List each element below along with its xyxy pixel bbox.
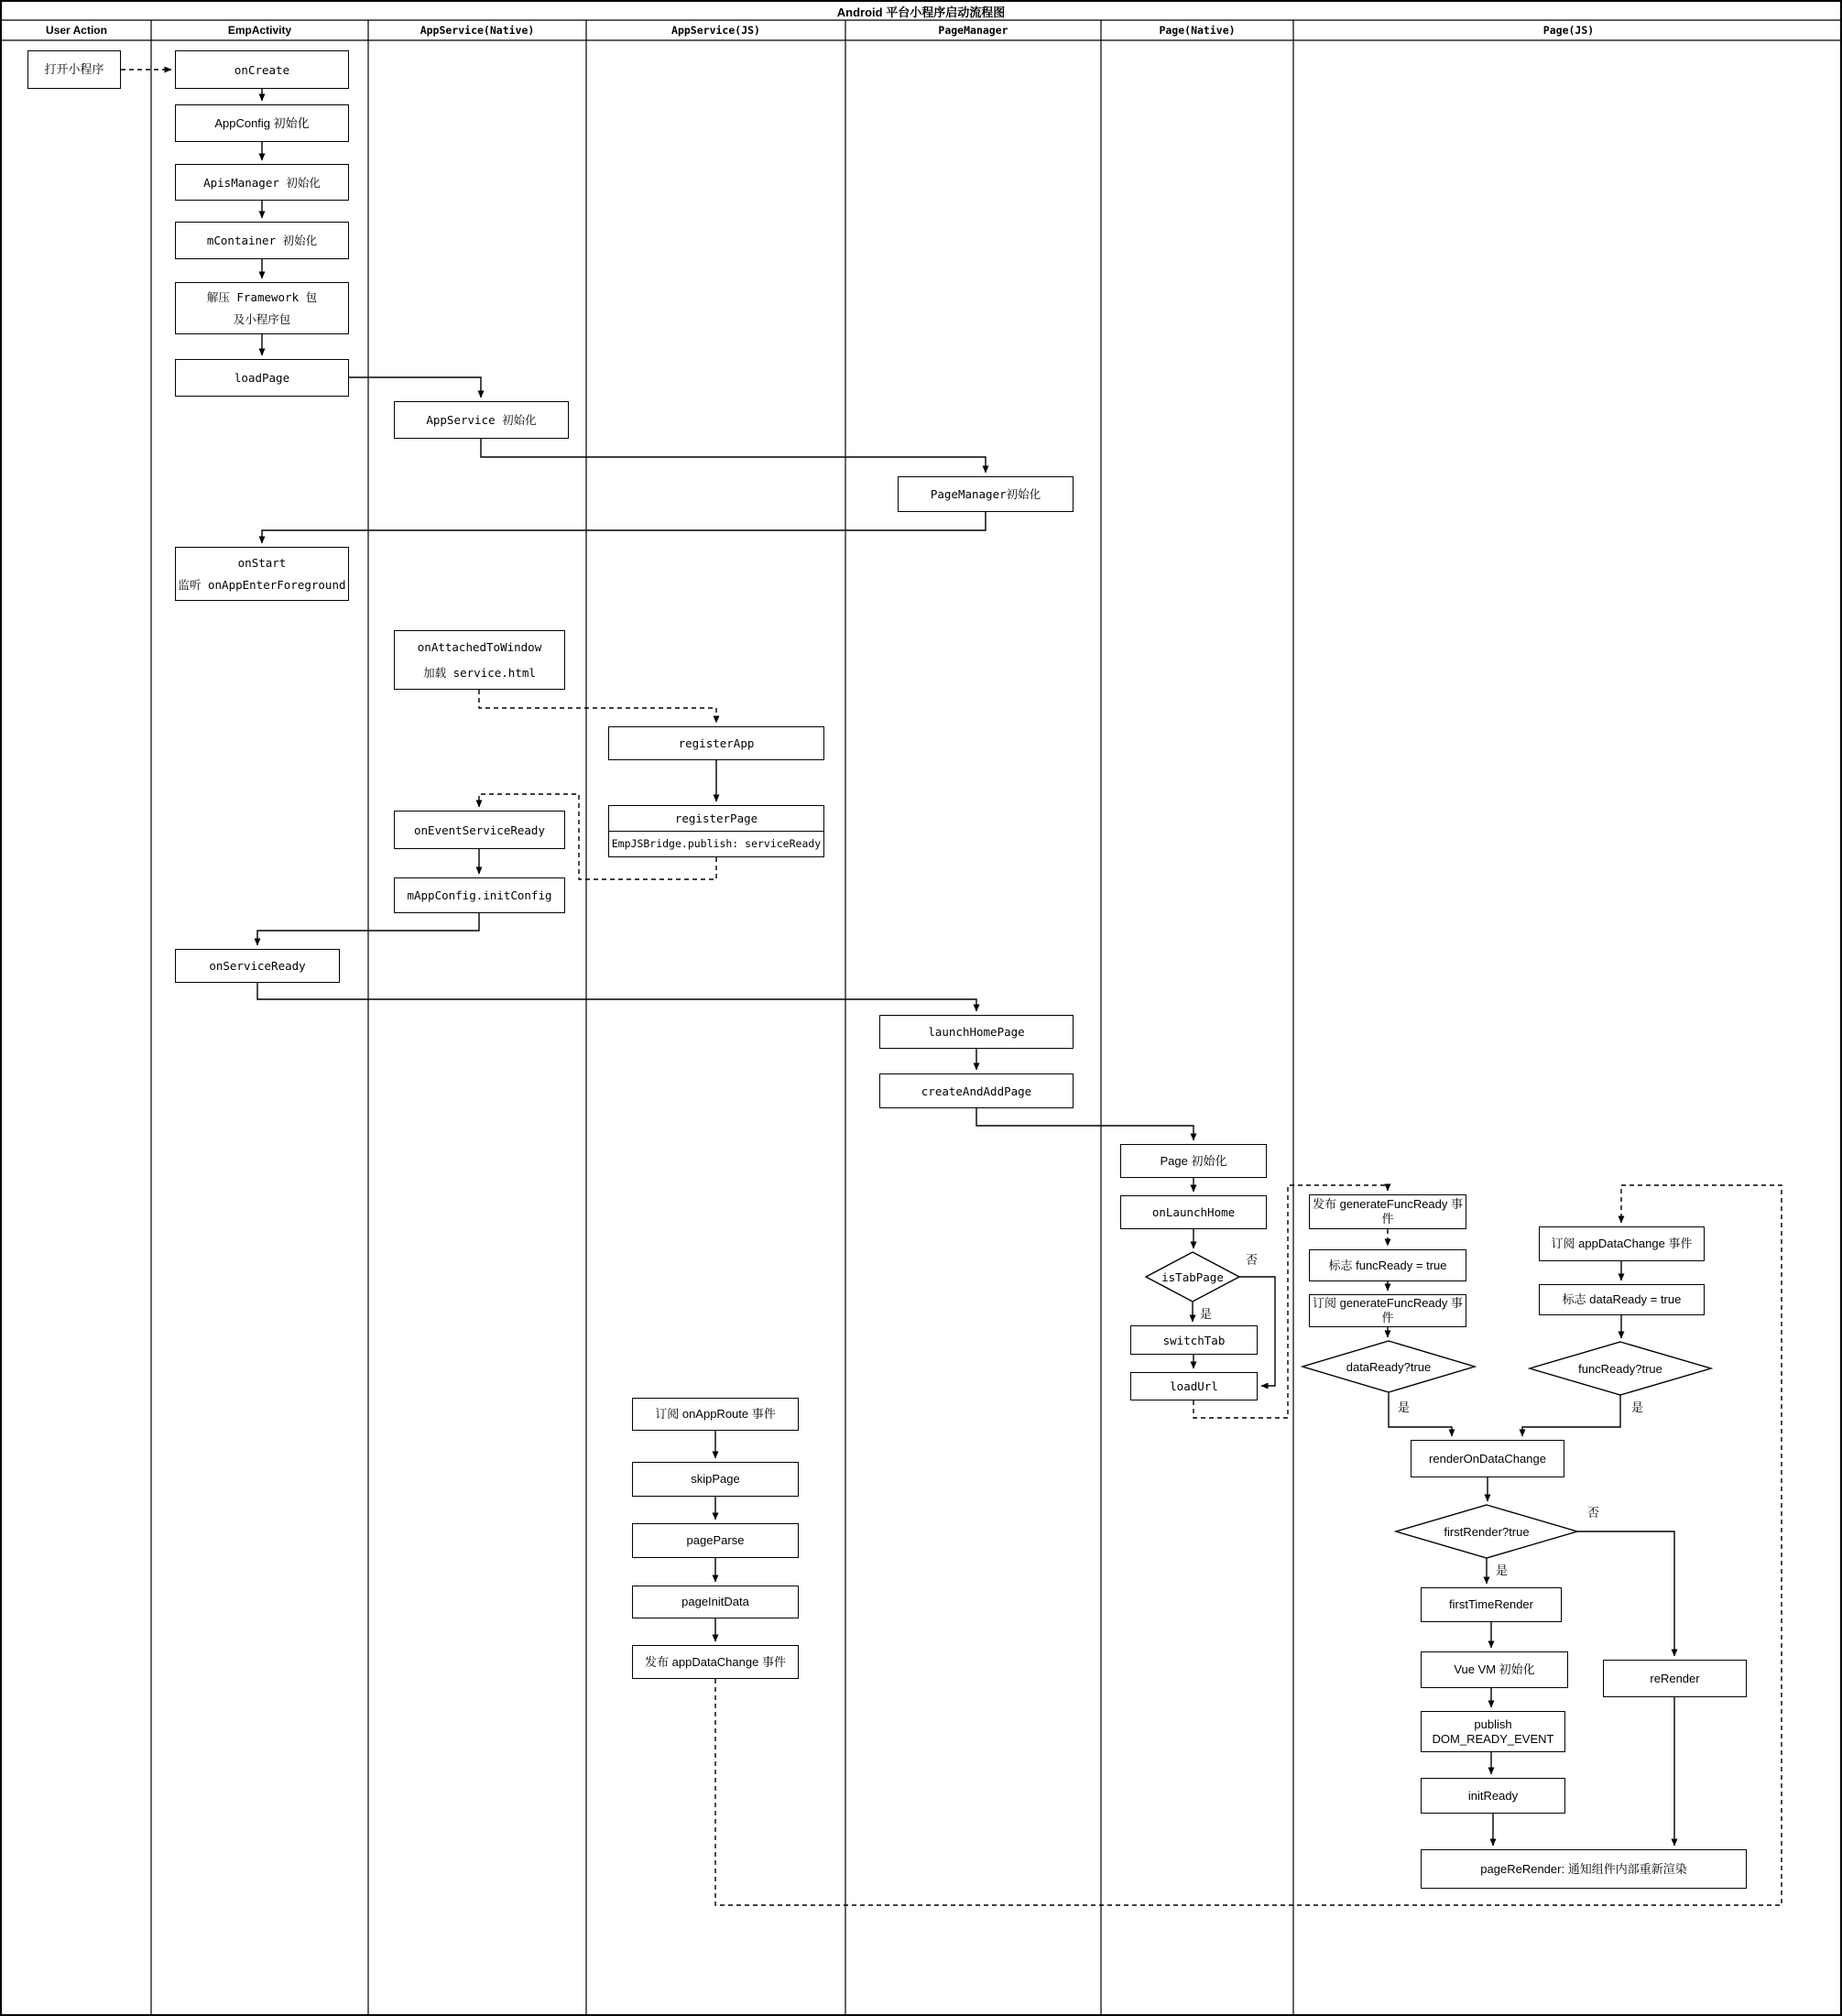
node-subscribe-generatefuncready (1309, 1294, 1466, 1327)
node-publish-dom-ready (1421, 1711, 1565, 1752)
node-appconfig-init (175, 104, 349, 142)
edge-firstrender-no-to-rerender (1577, 1531, 1674, 1656)
node-flag-funcready-line-0: 标志 funcReady = true (1328, 1258, 1447, 1272)
node-pagemanager-init-line-0: PageManager初始化 (930, 487, 1041, 501)
node-initready (1421, 1778, 1565, 1814)
column-header-page-js: Page(JS) (1542, 24, 1595, 37)
node-registerapp-line-0: registerApp (678, 736, 755, 750)
node-flag-dataready-line-0: 标志 dataReady = true (1562, 1292, 1682, 1307)
column-header-appservice-native: AppService(Native) (420, 24, 535, 37)
node-loadpage-line-0: loadPage (234, 371, 290, 385)
node-oneventserviceready-line-0: onEventServiceReady (414, 823, 545, 837)
node-firsttimerender-line-0: firstTimeRender (1449, 1597, 1533, 1612)
node-mappconfig-initconfig (394, 877, 565, 913)
decision-label-funcready-check: funcReady?true (1578, 1361, 1662, 1376)
node-switchtab-line-0: switchTab (1162, 1333, 1226, 1347)
edge-onserviceready-to-launchhome (257, 983, 976, 1011)
node-createandaddpage-line-0: createAndAddPage (921, 1084, 1032, 1098)
node-rerender-line-0: reRender (1650, 1671, 1700, 1685)
edge-label-yes: 是 (1631, 1400, 1644, 1414)
edge-label-no: 否 (1246, 1253, 1259, 1267)
edge-appservice-to-pagemanager (481, 439, 986, 473)
decision-label-firstrender-check: firstRender?true (1444, 1524, 1530, 1539)
node-publish-dom-ready-line-1: DOM_READY_EVENT (1432, 1731, 1554, 1746)
column-header-page-native: Page(Native) (1159, 24, 1236, 37)
node-unzip-framework-line-1: 及小程序包 (233, 311, 291, 326)
node-registerpage (608, 805, 824, 857)
node-page-init-line-0: Page 初始化 (1160, 1153, 1227, 1168)
edge-createandadd-to-pageinit (976, 1108, 1193, 1140)
node-pageinitdata (632, 1586, 799, 1618)
node-onlaunchhome-line-0: onLaunchHome (1151, 1205, 1236, 1219)
node-mcontainer-init (175, 222, 349, 259)
node-switchtab (1130, 1325, 1258, 1355)
node-oneventserviceready (394, 811, 565, 849)
node-skippage (632, 1462, 799, 1497)
node-subscribe-appdatachange-line-0: 订阅 appDataChange 事件 (1551, 1237, 1693, 1251)
edge-label-no: 否 (1587, 1506, 1600, 1520)
node-onattachedtowindow (394, 630, 565, 690)
node-flag-dataready (1539, 1284, 1705, 1315)
node-createandaddpage (879, 1073, 1074, 1108)
decision-label-dataready-check: dataReady?true (1346, 1359, 1432, 1374)
node-pageparse-line-0: pageParse (686, 1533, 745, 1548)
node-publish-dom-ready-line-0: publish (1474, 1716, 1512, 1731)
node-onstart (175, 547, 349, 601)
node-publish-appdatachange (632, 1645, 799, 1679)
node-apismanager-init (175, 164, 349, 201)
node-loadurl-line-0: loadUrl (1170, 1379, 1218, 1393)
column-header-empactivity: EmpActivity (227, 24, 292, 37)
node-unzip-framework (175, 282, 349, 334)
node-onattachedtowindow-line-0: onAttachedToWindow (417, 640, 542, 655)
node-pagemanager-init (898, 476, 1074, 512)
node-pageparse (632, 1523, 799, 1558)
node-pagererender-line-0: pageReRender: 通知组件内部重新渲染 (1480, 1861, 1687, 1876)
node-onstart-line-0: onStart (237, 555, 287, 570)
node-flag-funcready (1309, 1249, 1466, 1281)
node-subscribe-onapproute-line-0: 订阅 onAppRoute 事件 (655, 1407, 776, 1422)
node-publish-generatefuncready (1309, 1194, 1466, 1229)
edge-label-yes: 是 (1496, 1564, 1509, 1577)
node-onstart-line-1: 监听 onAppEnterForeground (178, 578, 346, 593)
node-vue-vm-init-line-0: Vue VM 初始化 (1454, 1662, 1535, 1677)
node-subscribe-appdatachange (1539, 1226, 1705, 1261)
edge-funcreadycheck-to-render (1522, 1395, 1620, 1436)
node-vue-vm-init (1421, 1651, 1568, 1688)
edge-onattached-to-registerapp (479, 690, 716, 723)
node-launchhomepage (879, 1015, 1074, 1049)
node-publish-generatefuncready-line-0: 发布 generateFuncReady 事件 (1312, 1197, 1464, 1226)
node-registerpage-line-0: registerPage (674, 812, 758, 825)
column-header-pagemanager: PageManager (938, 24, 1008, 37)
node-apismanager-init-line-0: ApisManager 初始化 (203, 175, 321, 190)
node-rerender (1603, 1660, 1747, 1697)
node-publish-appdatachange-line-0: 发布 appDataChange 事件 (645, 1654, 786, 1669)
node-appservice-init (394, 401, 569, 439)
edge-group (121, 70, 1782, 1905)
node-mcontainer-init-line-0: mContainer 初始化 (206, 234, 318, 247)
node-oncreate (175, 50, 349, 89)
node-appservice-init-line-0: AppService 初始化 (426, 413, 537, 427)
node-subscribe-onapproute (632, 1398, 799, 1431)
diagram-title: Android 平台小程序启动流程图 (836, 5, 1006, 19)
node-unzip-framework-line-0: 解压 Framework 包 (206, 290, 318, 305)
node-open-miniprogram-line-0: 打开小程序 (44, 62, 104, 77)
decision-label-istabpage: isTabPage (1161, 1270, 1224, 1284)
node-open-miniprogram (27, 50, 121, 89)
node-mappconfig-initconfig-line-0: mAppConfig.initConfig (407, 888, 552, 902)
column-header-appservice-js: AppService(JS) (671, 24, 760, 37)
node-registerpage-line-1: EmpJSBridge.publish: serviceReady (609, 831, 823, 856)
node-launchhomepage-line-0: launchHomePage (928, 1025, 1025, 1039)
node-onserviceready-line-0: onServiceReady (209, 959, 306, 973)
node-oncreate-line-0: onCreate (234, 62, 290, 77)
node-registerapp (608, 726, 824, 760)
node-pageinitdata-line-0: pageInitData (681, 1595, 749, 1609)
column-header-user-action: User Action (46, 24, 107, 37)
edge-label-yes: 是 (1200, 1307, 1213, 1321)
node-pagererender (1421, 1849, 1747, 1889)
node-onattachedtowindow-line-1: 加载 service.html (423, 665, 536, 680)
node-renderondatachange-line-0: renderOnDataChange (1429, 1451, 1546, 1466)
node-appconfig-init-line-0: AppConfig 初始化 (214, 115, 310, 130)
node-skippage-line-0: skipPage (691, 1472, 740, 1487)
node-page-init (1120, 1144, 1267, 1178)
node-initready-line-0: initReady (1467, 1788, 1519, 1803)
node-onlaunchhome (1120, 1195, 1267, 1229)
node-firsttimerender (1421, 1587, 1562, 1622)
node-onserviceready (175, 949, 340, 983)
node-loadpage (175, 359, 349, 397)
node-subscribe-generatefuncready-line-0: 订阅 generateFuncReady 事件 (1312, 1296, 1464, 1324)
edge-label-yes: 是 (1398, 1400, 1411, 1414)
node-loadurl (1130, 1372, 1258, 1400)
node-renderondatachange (1411, 1440, 1564, 1477)
edge-pagemanager-to-onstart (262, 512, 986, 543)
